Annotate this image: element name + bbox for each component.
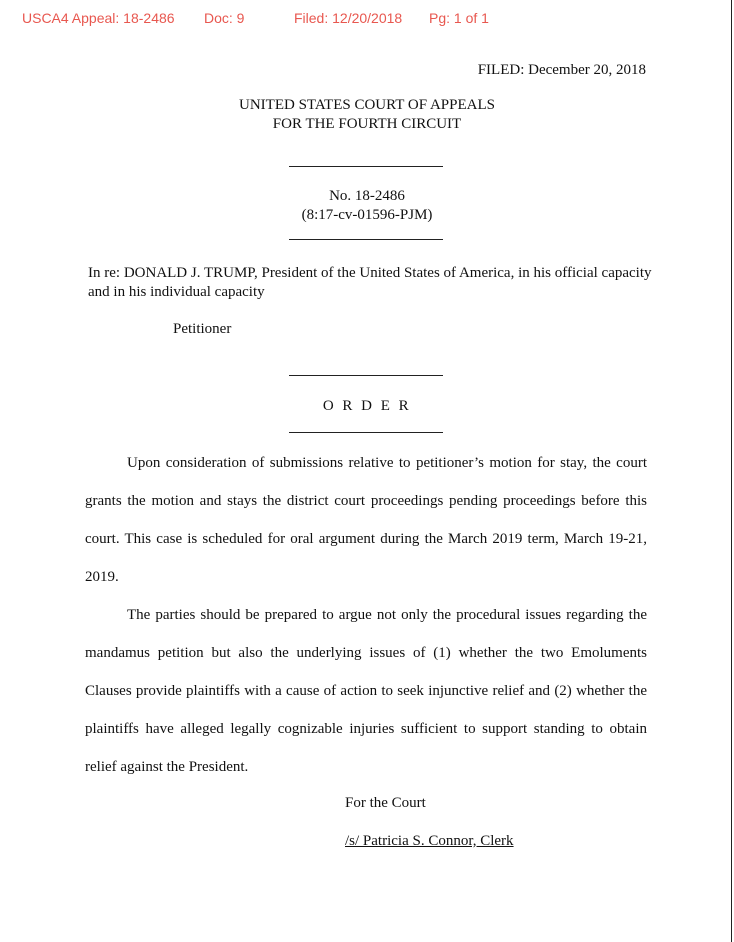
page-count-stamp: Pg: 1 of 1 <box>429 10 489 26</box>
clerk-signature: /s/ Patricia S. Connor, Clerk <box>345 833 514 849</box>
court-heading <box>0 96 734 134</box>
court-name-line1: UNITED STATES COURT OF APPEALS <box>239 97 495 113</box>
order-paragraph-2: The parties should be prepared to argue not only the procedural issues regarding the mandamus petition but also the underlying issues of (1) whether the two Emoluments Clauses provide plaintiffs with a cause of action to seek injunctive relief and (2) whether the plaintiffs have alleged legally cognizable injuries sufficient to support standing to obtain relief against the President. <box>85 607 647 775</box>
filed-date-line: FILED: December 20, 2018 <box>477 62 646 78</box>
page-edge-line <box>731 0 732 942</box>
party-role: Petitioner <box>173 321 232 337</box>
divider-rule-3 <box>289 375 443 376</box>
district-case-number: (8:17-cv-01596-PJM) <box>301 207 433 223</box>
divider-rule-1 <box>289 166 443 167</box>
appeal-case-number: No. 18-2486 <box>329 188 405 204</box>
divider-rule-2 <box>289 239 443 240</box>
court-name-line2: FOR THE FOURTH CIRCUIT <box>272 116 462 132</box>
divider-rule-4 <box>289 432 443 433</box>
order-paragraph-1: Upon consideration of submissions relative to petitioner’s motion for stay, the court grants the motion and stays the district court proceedings pending proceedings before this court. This case is scheduled for oral argument during the March 2019 term, March 19-21, 2019. <box>85 455 647 585</box>
appeal-number-stamp: USCA4 Appeal: 18-2486 <box>22 10 175 26</box>
filed-date-stamp: Filed: 12/20/2018 <box>294 10 403 26</box>
case-numbers <box>0 187 734 225</box>
order-title: O R D E R <box>322 398 412 414</box>
for-the-court-line: For the Court <box>345 795 426 811</box>
doc-number-stamp: Doc: 9 <box>204 10 245 26</box>
case-caption: In re: DONALD J. TRUMP, President of the United States of America, in his official capacity and in his individual capacity <box>88 265 652 300</box>
